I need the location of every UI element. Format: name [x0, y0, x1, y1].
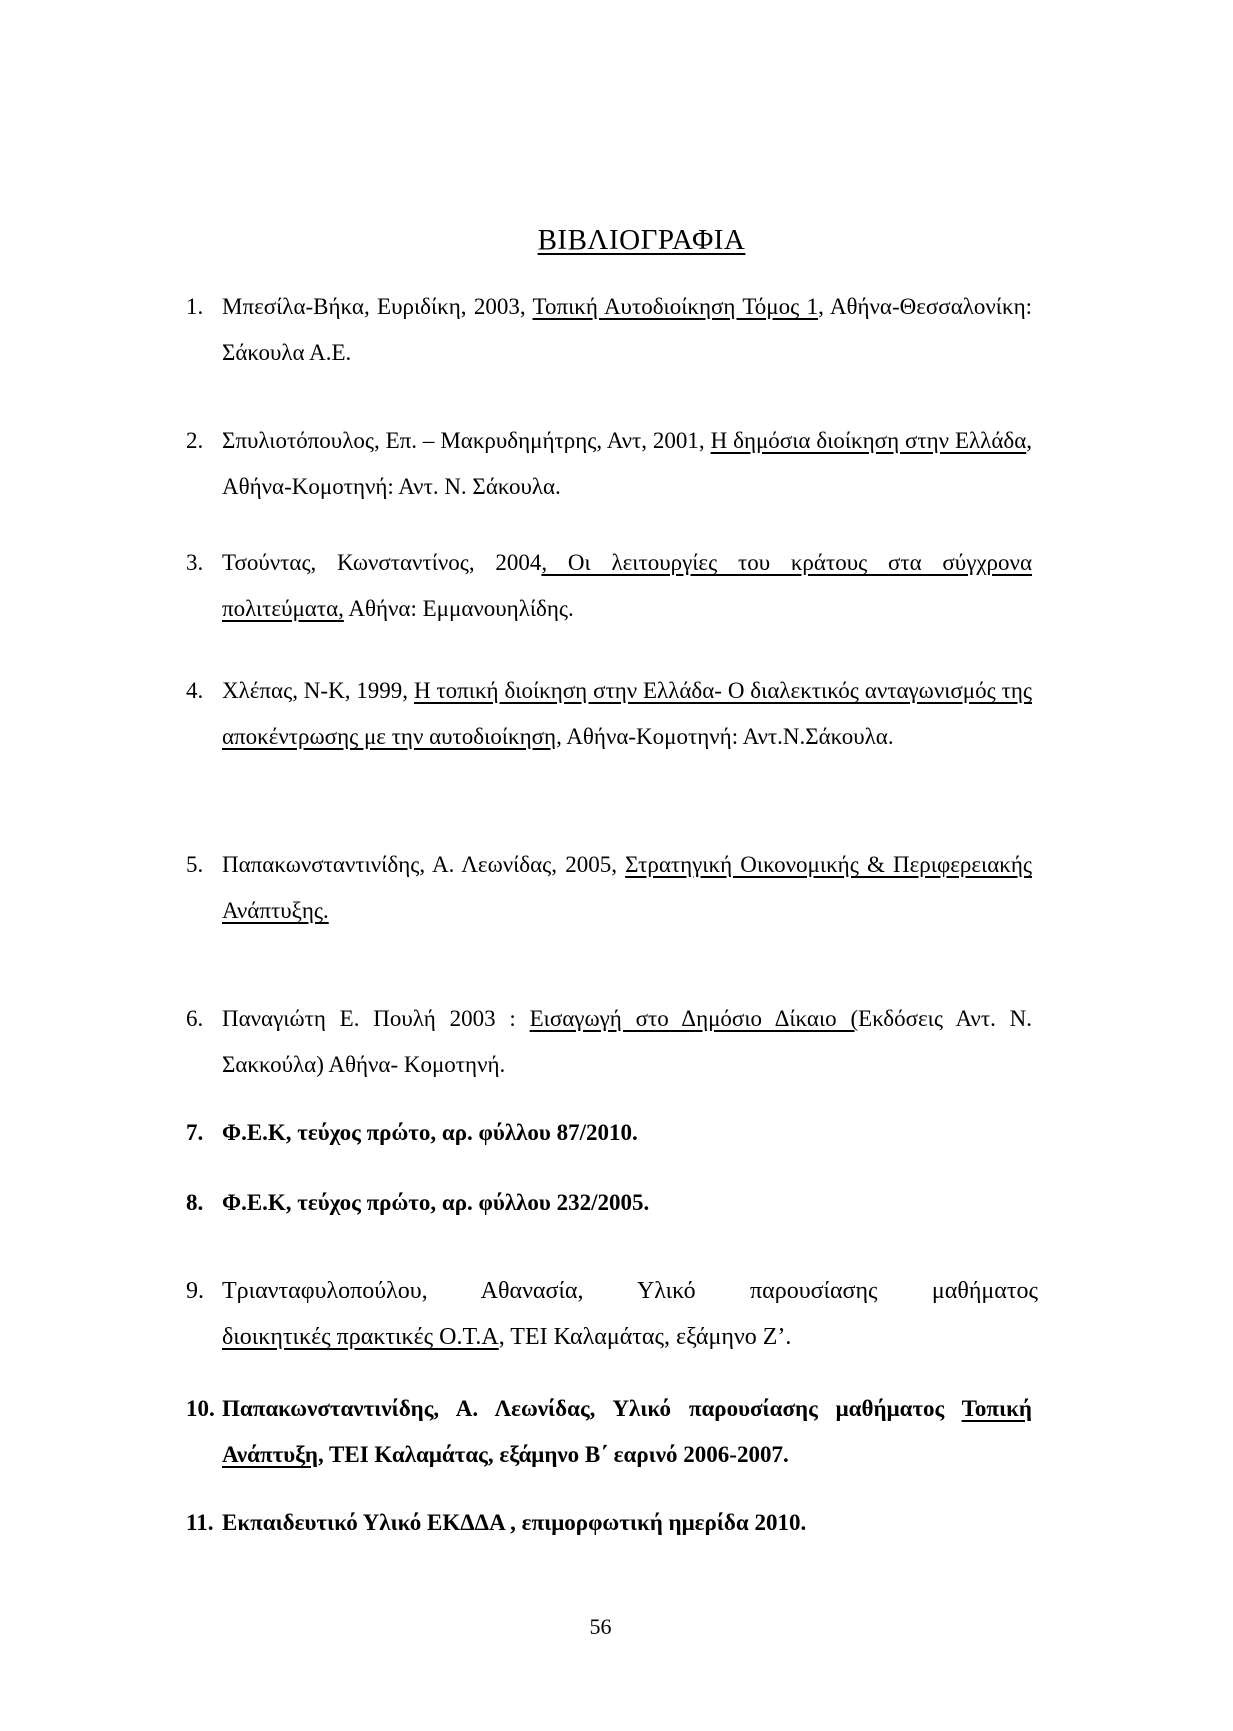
reference-5: 5. Παπακωνσταντινίδης, Α. Λεωνίδας, 2005, Στρατηγική Οικονομικής & Περιφερειακής Ανάπτυξης. — [186, 852, 1032, 923]
reference-11: 11. Εκπαιδευτικό Υλικό ΕΚΔΔΑ , επιμορφωτική ημερίδα 2010. — [186, 1510, 807, 1535]
reference-6: 6. Παναγιώτη Ε. Πουλή 2003 : Εισαγωγή στο Δημόσιο Δίκαιο (Εκδόσεις Αντ. Ν. Σακκούλα) Αθήνα- Κομοτηνή. — [186, 1006, 1032, 1077]
bibliography-title: ΒΙΒΛΙΟΓΡΑΦΙΑ — [537, 224, 746, 256]
reference-9: 9. Τριανταφυλοπούλου, Αθανασία, Υλικό παρουσίασης μαθήματοςδιοικητικές πρακτικές Ο.Τ.Α, ΤΕΙ Καλαμάτας, εξάμηνο Ζ’. — [186, 1278, 1038, 1350]
reference-10: 10. Παπακωνσταντινίδης, Α. Λεωνίδας, Υλικό παρουσίασης μαθήματος Τοπική Ανάπτυξη, ΤΕΙ Καλαμάτας, εξάμηνο Β΄ εαρινό 2006-2007. — [186, 1396, 1032, 1467]
reference-7: 7. Φ.Ε.Κ, τεύχος πρώτο, αρ. φύλλου 87/2010. — [186, 1120, 638, 1145]
page-number: 56 — [589, 1614, 612, 1639]
reference-3: 3. Τσούντας, Κωνσταντίνος, 2004, Οι λειτουργίες του κράτους στα σύγχρονα πολιτεύματα, Αθήνα: Εμμανουηλίδης. — [186, 550, 1032, 621]
reference-2: 2. Σπυλιοτόπουλος, Επ. – Μακρυδημήτρης, Αντ, 2001, Η δημόσια διοίκηση στην Ελλάδα, Αθήνα-Κομοτηνή: Αντ. Ν. Σάκουλα. — [186, 428, 1033, 499]
reference-4: 4. Χλέπας, Ν-Κ, 1999, Η τοπική διοίκηση στην Ελλάδα- Ο διαλεκτικός ανταγωνισμός της αποκέντρωσης με την αυτοδιοίκηση, Αθήνα-Κομοτηνή: Αντ.Ν.Σάκουλα. — [186, 678, 1032, 749]
reference-1: 1. Μπεσίλα-Βήκα, Ευριδίκη, 2003, Τοπική Αυτοδιοίκηση Τόμος 1, Αθήνα-Θεσσαλονίκη: Σάκουλα Α.Ε. — [186, 294, 1033, 365]
reference-8: 8. Φ.Ε.Κ, τεύχος πρώτο, αρ. φύλλου 232/2005. — [186, 1190, 650, 1215]
